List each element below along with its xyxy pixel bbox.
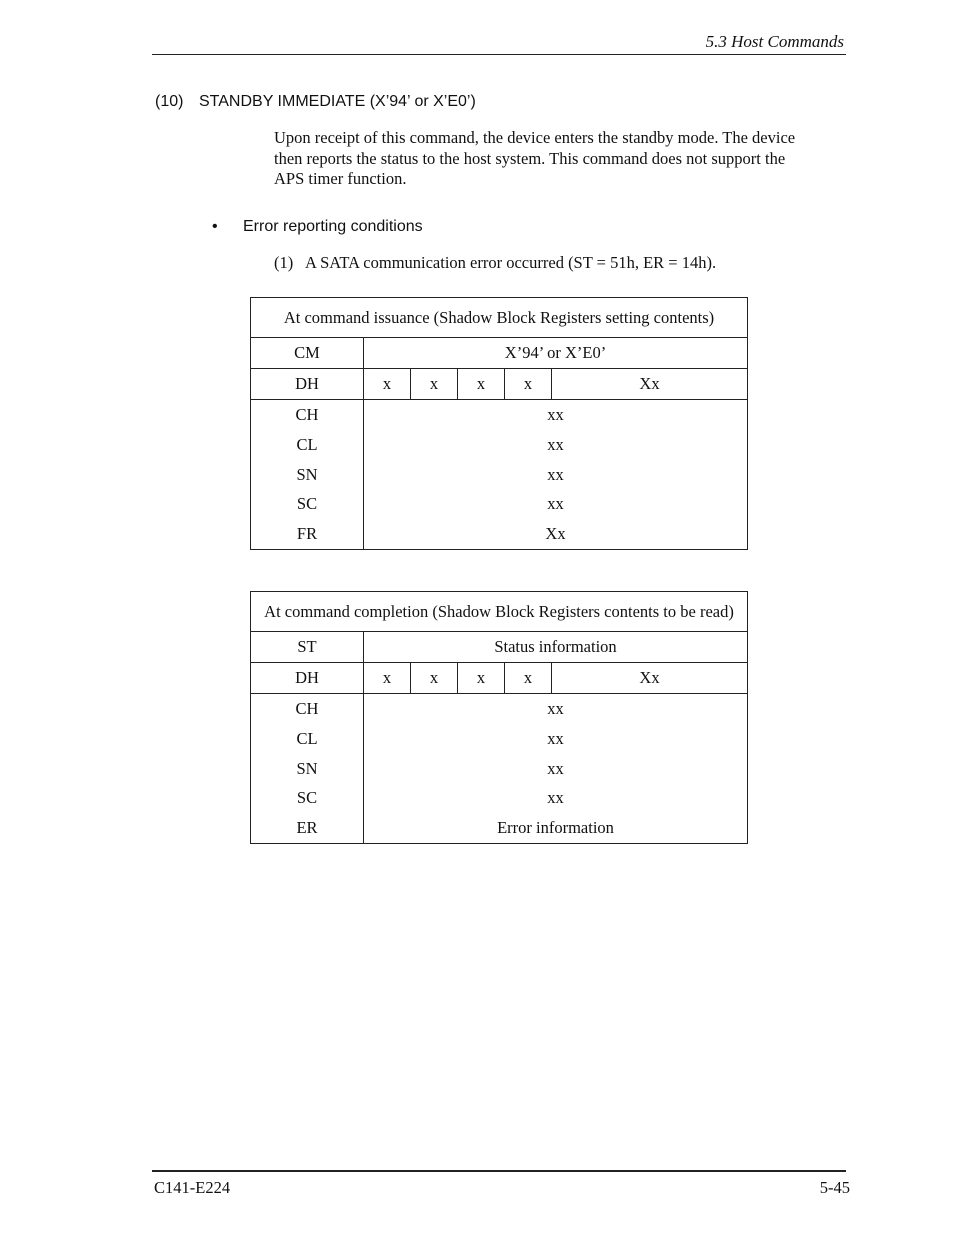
register-value: xx	[547, 728, 564, 748]
dh-bit: x	[411, 663, 458, 694]
register-label: CH	[295, 699, 319, 718]
register-label-group	[251, 694, 364, 844]
table-caption: At command completion (Shadow Block Registers contents to be read)	[251, 592, 748, 632]
register-value: xx	[547, 405, 564, 424]
register-label: SC	[296, 494, 318, 514]
table-caption: At command issuance (Shadow Block Registers setting contents)	[251, 298, 748, 338]
bullet-text: Error reporting conditions	[243, 218, 423, 235]
register-label: DH	[251, 369, 364, 400]
register-label: SC	[296, 788, 318, 808]
register-value: xx	[547, 464, 564, 484]
dh-bit: x	[364, 663, 411, 694]
error-condition	[274, 253, 716, 273]
dh-bit: x	[458, 369, 505, 400]
bullet-item	[212, 218, 423, 236]
dh-bit: x	[505, 369, 552, 400]
register-label-group	[251, 400, 364, 550]
register-label: CH	[295, 405, 319, 424]
register-label: SN	[296, 758, 318, 778]
page-footer	[152, 1170, 850, 1197]
section-title: STANDBY IMMEDIATE (X’94’ or X’E0’)	[199, 93, 476, 110]
document-id: C141-E224	[154, 1178, 231, 1197]
register-value: Error information	[497, 818, 614, 838]
dh-bit: x	[364, 369, 411, 400]
register-value: Xx	[545, 524, 566, 544]
description-line: then reports the status to the host system. This command does not support the	[274, 148, 786, 168]
register-value: Xx	[552, 663, 748, 694]
bullet-icon: •	[212, 218, 218, 235]
header-section-title: 5.3 Host Commands	[705, 32, 844, 51]
register-label: FR	[296, 524, 318, 544]
register-label: ST	[251, 632, 364, 663]
register-label: CL	[296, 434, 318, 454]
register-label: SN	[296, 464, 318, 484]
section-heading	[155, 93, 476, 111]
register-value-group	[364, 400, 748, 550]
issuance-register-table	[250, 297, 748, 550]
dh-bit: x	[411, 369, 458, 400]
register-value: xx	[547, 699, 564, 718]
dh-bit: x	[458, 663, 505, 694]
condition-text: A SATA communication error occurred (ST = 51h, ER = 14h).	[305, 253, 717, 272]
register-value-group	[364, 694, 748, 844]
register-value: Xx	[552, 369, 748, 400]
page-number: 5-45	[819, 1178, 850, 1197]
register-value: xx	[547, 758, 564, 778]
description-paragraph	[274, 128, 834, 190]
register-label: DH	[251, 663, 364, 694]
register-value: xx	[547, 788, 564, 808]
register-value: Status information	[364, 632, 748, 663]
description-line: Upon receipt of this command, the device enters the standby mode. The device	[274, 128, 796, 147]
dh-bit: x	[505, 663, 552, 694]
register-value: xx	[547, 434, 564, 454]
completion-register-table	[250, 591, 748, 844]
condition-number: (1)	[274, 253, 294, 272]
register-label: ER	[296, 818, 318, 838]
register-label: CL	[296, 728, 318, 748]
register-value: X’94’ or X’E0’	[364, 338, 748, 369]
page-header	[152, 30, 846, 55]
section-number: (10)	[155, 93, 184, 110]
description-line: APS timer function.	[274, 169, 407, 188]
register-value: xx	[547, 494, 564, 514]
register-label: CM	[251, 338, 364, 369]
